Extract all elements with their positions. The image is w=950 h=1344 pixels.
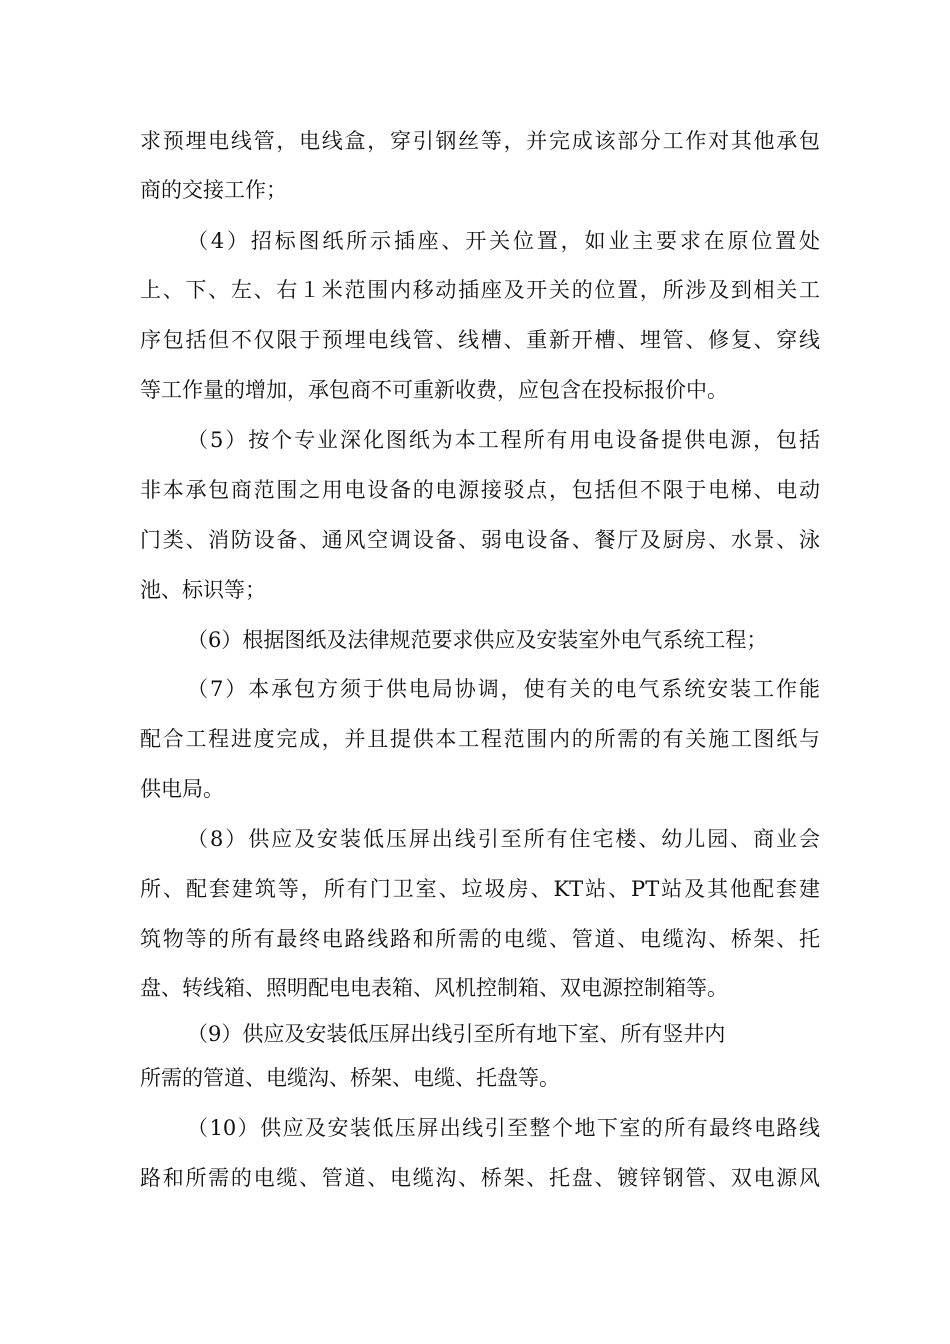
text-line: 等工作量的增加，承包商不可重新收费，应包含在投标报价中。	[140, 378, 728, 402]
text-line: 供电局。	[140, 777, 224, 801]
paragraph-6: （6）根据图纸及法律规范要求供应及安装室外电气系统工程；	[187, 628, 768, 652]
text-line: 序包括但不仅限于预埋电线管、线槽、重新开槽、埋管、修复、穿线	[140, 328, 820, 352]
text-line: 求预埋电线管，电线盒，穿引钢丝等，并完成该部分工作对其他承包	[140, 129, 820, 153]
text-line: 池、标识等；	[140, 578, 266, 602]
paragraph-7-start: （7）本承包方须于供电局协调，使有关的电气系统安装工作能	[187, 677, 820, 701]
text-line: 商的交接工作；	[140, 178, 287, 202]
text-line: 所、配套建筑等，所有门卫室、垃圾房、KT站、PT站及其他配套建	[140, 877, 820, 901]
text-line: 筑物等的所有最终电路线路和所需的电缆、管道、电缆沟、桥架、托	[140, 927, 820, 951]
paragraph-8-start: （8）供应及安装低压屏出线引至所有住宅楼、幼儿园、商业会	[187, 827, 820, 851]
text-line: 非本承包商范围之用电设备的电源接驳点，包括但不限于电梯、电动	[140, 478, 820, 502]
text-line: 盘、转线箱、照明配电电表箱、风机控制箱、双电源控制箱等。	[140, 976, 728, 1000]
text-line: 所需的管道、电缆沟、桥架、电缆、托盘等。	[140, 1066, 560, 1090]
text-line: 配合工程进度完成，并且提供本工程范围内的所需的有关施工图纸与	[140, 727, 820, 751]
paragraph-5-start: （5）按个专业深化图纸为本工程所有用电设备提供电源，包括	[187, 428, 820, 452]
text-line: 门类、消防设备、通风空调设备、弱电设备、餐厅及厨房、水景、泳	[140, 528, 820, 552]
text-line: 上、下、左、右１米范围内移动插座及开关的位置，所涉及到相关工	[140, 278, 820, 302]
paragraph-4-start: （4）招标图纸所示插座、开关位置，如业主要求在原位置处	[187, 229, 820, 253]
paragraph-10-start: （10）供应及安装低压屏出线引至整个地下室的所有最终电路线	[187, 1116, 820, 1140]
text-line: 路和所需的电缆、管道、电缆沟、桥架、托盘、镀锌钢管、双电源风	[140, 1166, 820, 1190]
paragraph-9-start: （9）供应及安装低压屏出线引至所有地下室、所有竖井内	[187, 1022, 726, 1046]
